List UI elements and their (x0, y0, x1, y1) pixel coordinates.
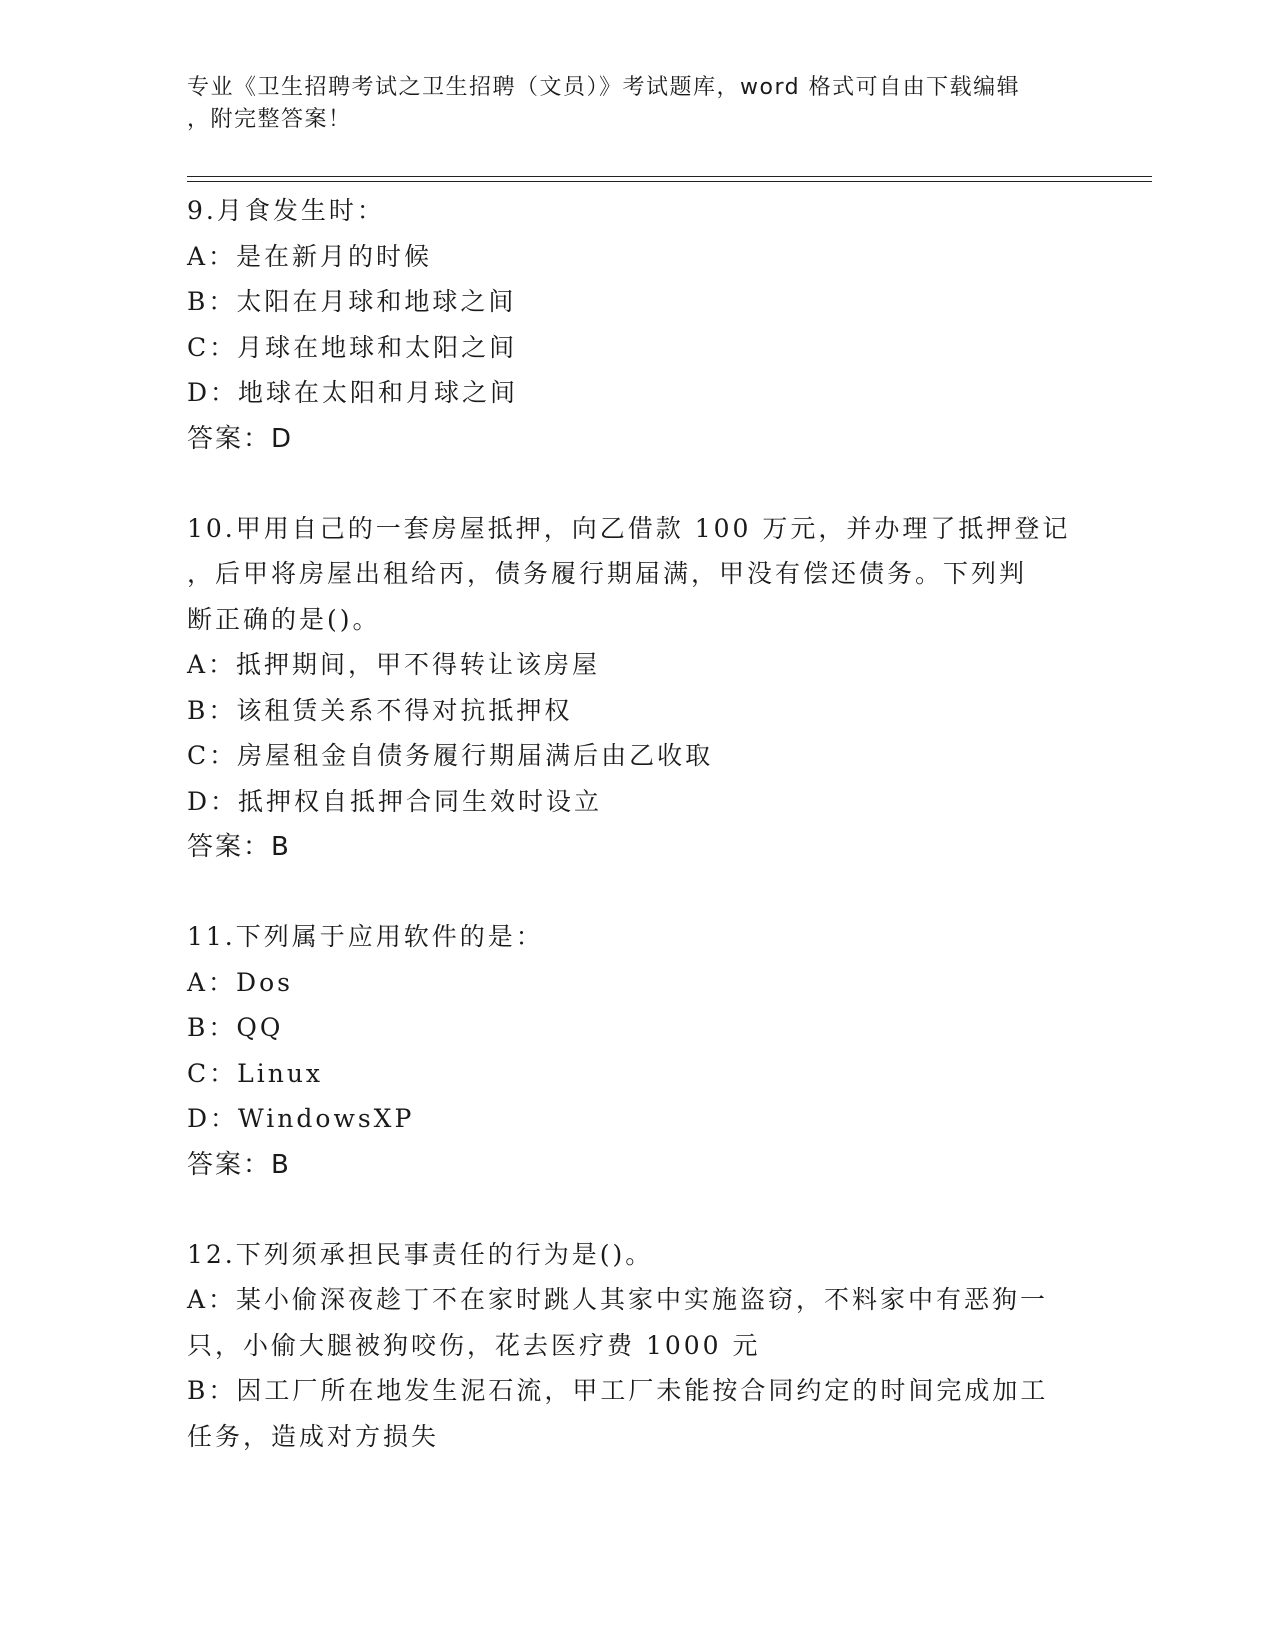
question-stem-line-2: ，后甲将房屋出租给丙，债务履行期届满，甲没有偿还债务。下列判 (187, 559, 1028, 588)
option-b: B：太阳在月球和地球之间 (187, 287, 517, 316)
question-10 (187, 506, 1087, 871)
option-a-line-1: A：某小偷深夜趁丁不在家时跳人其家中实施盗窃，不料家中有恶狗一 (187, 1285, 1049, 1314)
question-stem: 9.月食发生时： (187, 196, 385, 225)
question-stem: 12.下列须承担民事责任的行为是()。 (187, 1239, 654, 1269)
question-stem-line-3: 断正确的是()。 (187, 604, 381, 634)
option-d: D：WindowsXP (187, 1104, 415, 1133)
option-c: C：Linux (187, 1058, 324, 1088)
question-9 (187, 188, 1087, 462)
question-stem-line-1: 10.甲用自己的一套房屋抵押，向乙借款 100 万元，并办理了抵押登记 (187, 513, 1071, 543)
option-c: C：月球在地球和太阳之间 (187, 332, 518, 362)
header-divider-bottom (187, 181, 1152, 182)
header-line-1: 专业《卫生招聘考试之卫生招聘（文员）》考试题库，word 格式可自由下载编辑 (187, 75, 1021, 100)
option-b-line-1: B：因工厂所在地发生泥石流，甲工厂未能按合同约定的时间完成加工 (187, 1376, 1049, 1405)
answer: 答案：D (187, 423, 294, 454)
option-a-line-2: 只，小偷大腿被狗咬伤，花去医疗费 1000 元 (187, 1330, 761, 1360)
option-d: D：地球在太阳和月球之间 (187, 378, 519, 407)
answer: 答案：B (187, 832, 291, 862)
option-a: A：是在新月的时候 (187, 241, 433, 271)
option-a: A：抵押期间，甲不得转让该房屋 (187, 650, 601, 679)
question-spacer (187, 462, 1087, 506)
question-stem: 11.下列属于应用软件的是： (187, 922, 544, 951)
answer: 答案：B (187, 1149, 291, 1180)
option-a: A：Dos (187, 967, 293, 997)
option-b: B：QQ (187, 1013, 284, 1042)
document-header (187, 72, 1087, 136)
option-c: C：房屋租金自债务履行期届满后由乙收取 (187, 741, 714, 770)
question-11 (187, 914, 1087, 1188)
header-line-2: ，附完整答案！ (187, 107, 352, 132)
question-12 (187, 1232, 1087, 1460)
option-d: D：抵押权自抵押合同生效时设立 (187, 786, 603, 816)
question-list (187, 188, 1087, 1459)
header-divider-top (187, 176, 1152, 177)
option-b: B：该租赁关系不得对抗抵押权 (187, 695, 573, 725)
option-b-line-2: 任务，造成对方损失 (187, 1421, 440, 1451)
question-spacer (187, 870, 1087, 914)
question-spacer (187, 1188, 1087, 1232)
